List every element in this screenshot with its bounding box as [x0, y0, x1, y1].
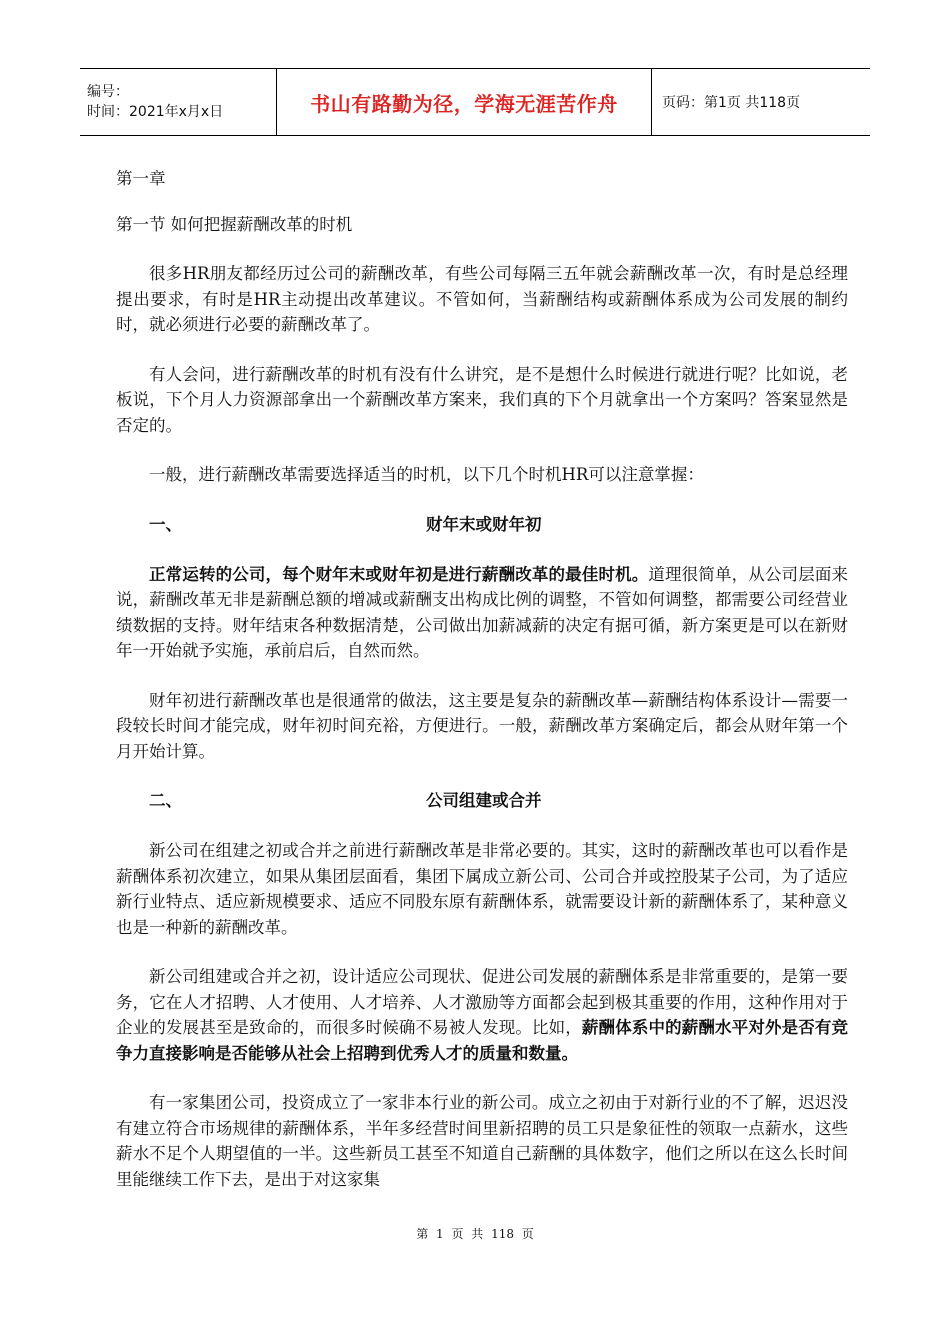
header-motto-cell — [277, 69, 652, 135]
paragraph: 很多HR朋友都经历过公司的薪酬改革，有些公司每隔三五年就会薪酬改革一次，有时是总经理提出要求，有时是HR主动提出改革建议。不管如何，当薪酬结构或薪酬体系成为公司发展的制约时，就必须进行必要的薪酬改革了。 — [116, 264, 848, 334]
document-header — [80, 68, 870, 136]
header-right-cell — [652, 69, 870, 135]
paragraph: 有人会问，进行薪酬改革的时机有没有什么讲究，是不是想什么时候进行就进行呢？比如说，老板说，下个月人力资源部拿出一个薪酬改革方案来，我们真的下个月就拿出一个方案吗？答案显然是否定的。 — [116, 364, 848, 435]
paragraph: 一般，进行薪酬改革需要选择适当的时机，以下几个时机HR可以注意掌握： — [149, 465, 704, 484]
document-body — [116, 166, 848, 1192]
subsection-heading — [116, 788, 848, 814]
header-motto: 书山有路勤为径，学海无涯苦作舟 — [310, 91, 618, 116]
subsection-title: 公司组建或合并 — [426, 791, 542, 810]
page-footer: 第 1 页 共 118 页 — [416, 1227, 534, 1241]
page-indicator: 页码：第1页 共118页 — [662, 95, 801, 111]
subsection-number: 一、 — [149, 514, 182, 534]
paragraph — [116, 562, 848, 664]
paragraph — [116, 964, 848, 1066]
chapter-title: 第一章 — [116, 169, 166, 188]
subsection-number: 二、 — [149, 791, 182, 810]
number-label: 编号： — [87, 84, 129, 100]
subsection-title: 财年末或财年初 — [426, 514, 542, 534]
paragraph: 财年初进行薪酬改革也是很通常的做法，这主要是复杂的薪酬改革—薪酬结构体系设计—需要一段较长时间才能完成，财年初时间充裕，方便进行。一般，薪酬改革方案确定后，都会从财年第一个月开始计算。 — [116, 690, 848, 761]
paragraph: 有一家集团公司，投资成立了一家非本行业的新公司。成立之初由于对新行业的不了解，迟迟没有建立符合市场规律的薪酬体系，半年多经营时间里新招聘的员工只是象征性的领取一点薪水，这些薪水不足个人期望值的一半。这些新员工甚至不知道自己薪酬的具体数字，他们之所以在这么长时间里能继续工作下去，是出于对这家集 — [116, 1093, 848, 1189]
subsection-heading — [116, 512, 848, 538]
body-text: 新公司组建或合并之初，设计适应公司现状、促进公司发展的薪酬体系是非常重要的，是第一要务，它在人才招聘、人才使用、人才培养、人才激励等方面都会起到极其重要的作用，这种作用对于企业的发展甚至是致命的，而很多时候确不易被人发现。比如， — [116, 967, 848, 1037]
emphasis-text: 正常运转的公司，每个财年末或财年初是进行薪酬改革的最佳时机。 — [149, 564, 649, 584]
emphasis-text: 薪酬体系中的薪酬水平对外是否有竞争力直接影响是否能够从社会上招聘到优秀人才的质量和数量。 — [116, 1018, 849, 1063]
date-label: 时间：2021年x月x日 — [87, 104, 224, 120]
section-title: 第一节 如何把握薪酬改革的时机 — [116, 214, 353, 234]
body-text: 道理很简单，从公司层面来说，薪酬改革无非是薪酬总额的增减或薪酬支出构成比例的调整，不管如何调整，都需要公司经营业绩数据的支持。财年结束各种数据清楚，公司做出加薪减薪的决定有据可循，新方案更是可以在新财年一开始就予实施，承前启后，自然而然。 — [116, 564, 849, 660]
header-left-cell — [80, 69, 277, 135]
paragraph: 新公司在组建之初或合并之前进行薪酬改革是非常必要的。其实，这时的薪酬改革也可以看作是薪酬体系初次建立，如果从集团层面看，集团下属成立新公司、公司合并或控股某子公司，为了适应新行业特点、适应新规模要求、适应不同股东原有薪酬体系，就需要设计新的薪酬体系了，某种意义也是一种新的薪酬改革。 — [116, 841, 848, 937]
